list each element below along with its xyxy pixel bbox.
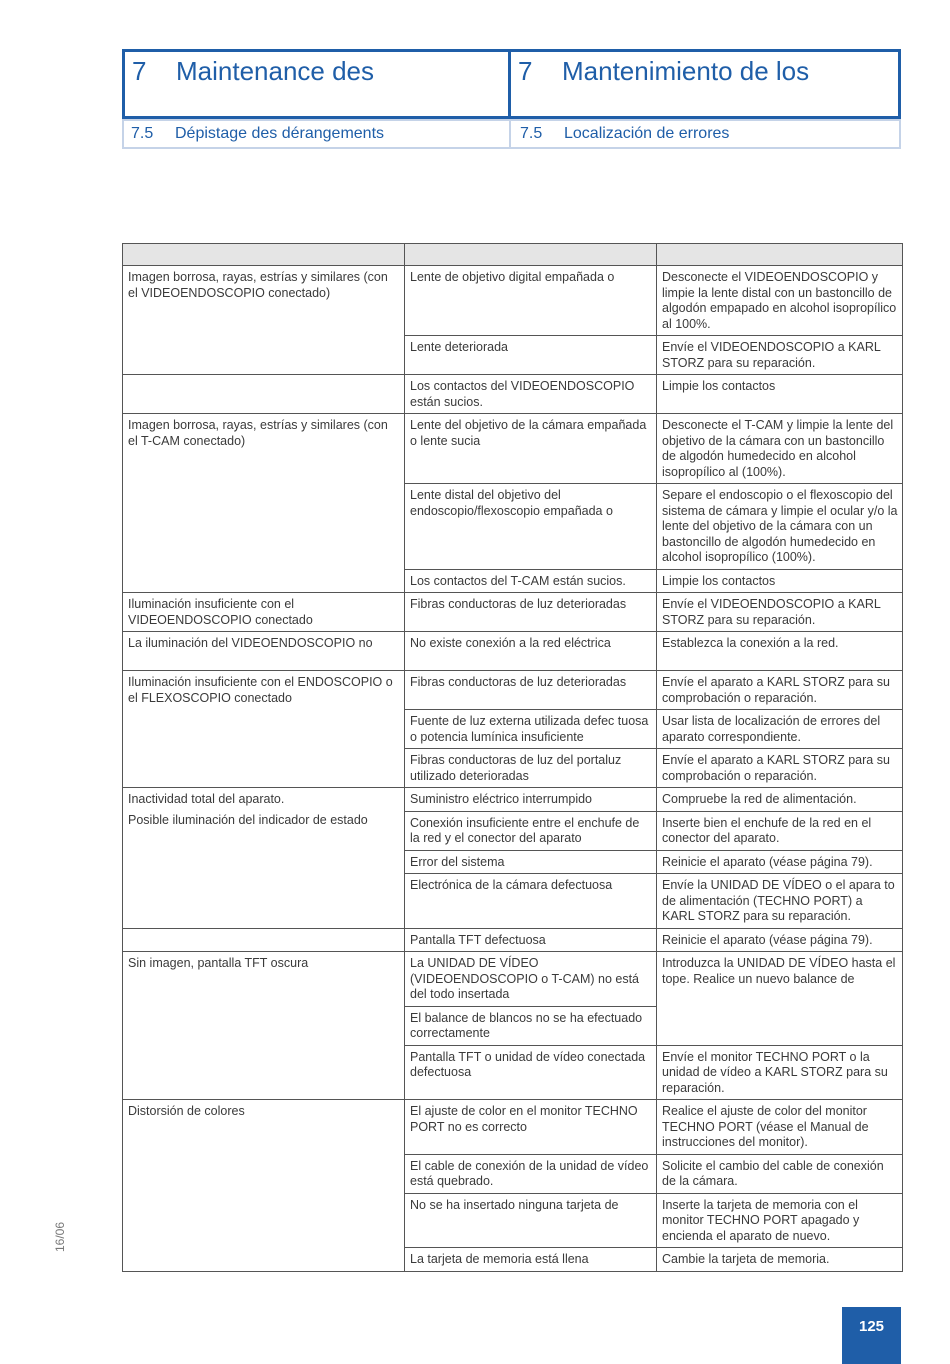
table-row [123,414,903,484]
troubleshooting-table [122,243,903,1272]
remedy-cell: Envíe el aparato a KARL STORZ para su comprobación o reparación. [657,671,903,710]
table-row [123,671,903,710]
revision-date: 16/06 [53,1221,67,1252]
table-row [123,632,903,671]
chapter-title-french: 7 Maintenance des [132,56,375,86]
cause-cell: Lente del objetivo de la cámara empañada o lente sucia [405,414,657,484]
cause-cell: El cable de conexión de la unidad de vídeo está quebrado. [405,1154,657,1193]
remedy-cell: Reinicie el aparato (véase página 79). [657,928,903,952]
remedy-cell: Envíe la UNIDAD DE VÍDEO o el apara to de alimentación (TECHNO PORT) a KARL STORZ para su reparación. [657,874,903,929]
problem-cell: Imagen borrosa, rayas, estrías y similares (con el T-CAM conectado) [123,414,405,593]
table-row [123,375,903,414]
cause-cell: Electrónica de la cámara defectuosa [405,874,657,929]
cause-cell: Los contactos del T-CAM están sucios. [405,569,657,593]
remedy-cell: Envíe el aparato a KARL STORZ para su comprobación o reparación. [657,749,903,788]
cause-cell: Fibras conductoras de luz del portaluz utilizado deterioradas [405,749,657,788]
problem-line: Posible iluminación del indicador de estado [128,812,368,827]
cause-cell: No existe conexión a la red eléctrica [405,632,657,671]
problem-cell: Iluminación insuficiente con el ENDOSCOPIO o el FLEXOSCOPIO conectado [123,671,405,788]
chapter-header-french [122,49,511,119]
problem-cell: Imagen borrosa, rayas, estrías y similares (con el VIDEOENDOSCOPIO conectado) [123,266,405,375]
header-cause [405,244,657,266]
cause-cell: Lente de objetivo digital empañada o [405,266,657,336]
problem-line: Inactividad total del aparato. [128,792,285,806]
table-row [123,1100,903,1155]
cause-cell: No se ha insertado ninguna tarjeta de [405,1193,657,1248]
cause-cell: Conexión insuficiente entre el enchufe de la red y el conector del aparato [405,811,657,850]
remedy-cell: Reinicie el aparato (véase página 79). [657,850,903,874]
problem-cell: Distorsión de colores [123,1100,405,1272]
cause-cell: Error del sistema [405,850,657,874]
remedy-cell: Realice el ajuste de color del monitor TECHNO PORT (véase el Manual de instrucciones del monitor). [657,1100,903,1155]
remedy-cell: Cambie la tarjeta de memoria. [657,1248,903,1272]
page-number: 125 [842,1307,901,1364]
remedy-cell: Envíe el VIDEOENDOSCOPIO a KARL STORZ para su reparación. [657,336,903,375]
remedy-cell: Inserte la tarjeta de memoria con el monitor TECHNO PORT apagado y encienda el aparato de nuevo. [657,1193,903,1248]
header-remedy [657,244,903,266]
cause-cell: Los contactos del VIDEOENDOSCOPIO están sucios. [405,375,657,414]
remedy-cell: Usar lista de localización de errores del aparato correspondiente. [657,710,903,749]
table-row [123,952,903,1007]
cause-cell: La tarjeta de memoria está llena [405,1248,657,1272]
section-header-french: 7.5 Dépistage des dérangements [122,119,511,149]
cause-cell: Lente deteriorada [405,336,657,375]
remedy-cell: Envíe el VIDEOENDOSCOPIO a KARL STORZ para su reparación. [657,593,903,632]
cause-cell: Fibras conductoras de luz deterioradas [405,593,657,632]
remedy-cell: Solicite el cambio del cable de conexión de la cámara. [657,1154,903,1193]
table-row [123,593,903,632]
table-row [123,928,903,952]
cause-cell: Fuente de luz externa utilizada defec tuosa o potencia lumínica insuficiente [405,710,657,749]
problem-cell [123,788,405,929]
cause-cell: Fibras conductoras de luz deterioradas [405,671,657,710]
remedy-cell: Inserte bien el enchufe de la red en el conector del aparato. [657,811,903,850]
remedy-cell: Compruebe la red de alimentación. [657,788,903,812]
chapter-header-spanish [508,49,901,119]
remedy-cell: Establezca la conexión a la red. [657,632,903,671]
remedy-cell: Desconecte el VIDEOENDOSCOPIO y limpie la lente distal con un bastoncillo de algodón empapado en alcohol isopropílico al 100%. [657,266,903,336]
remedy-cell: Envíe el monitor TECHNO PORT o la unidad de vídeo a KARL STORZ para su reparación. [657,1045,903,1100]
problem-cell: Iluminación insuficiente con el VIDEOENDOSCOPIO conectado [123,593,405,632]
cause-cell: La UNIDAD DE VÍDEO (VIDEOENDOSCOPIO o T-CAM) no está del todo insertada [405,952,657,1007]
cause-cell: Suministro eléctrico interrumpido [405,788,657,812]
cause-cell: El balance de blancos no se ha efectuado correctamente [405,1006,657,1045]
remedy-cell: Introduzca la UNIDAD DE VÍDEO hasta el tope. Realice un nuevo balance de [657,952,903,1046]
chapter-title-spanish: 7 Mantenimiento de los [518,56,810,86]
cause-cell: El ajuste de color en el monitor TECHNO PORT no es correcto [405,1100,657,1155]
table-row [123,788,903,812]
problem-cell: La iluminación del VIDEOENDOSCOPIO no [123,632,405,671]
remedy-cell: Separe el endoscopio o el flexoscopio del sistema de cámara y limpie el ocular y/o la lente del objetivo de la cámara con un bastoncillo de algodón humedecido en alcohol isopropílico (100%). [657,484,903,570]
section-header-spanish: 7.5 Localización de errores [509,119,901,149]
problem-cell [123,928,405,952]
cause-cell: Lente distal del objetivo del endoscopio/flexoscopio empañada o [405,484,657,570]
cause-cell: Pantalla TFT o unidad de vídeo conectada defectuosa [405,1045,657,1100]
problem-cell: Sin imagen, pantalla TFT oscura [123,952,405,1100]
remedy-cell: Limpie los contactos [657,569,903,593]
table-header-row [123,244,903,266]
header-problem [123,244,405,266]
problem-cell [123,375,405,414]
cause-cell: Pantalla TFT defectuosa [405,928,657,952]
remedy-cell: Desconecte el T-CAM y limpie la lente del objetivo de la cámara con un bastoncillo de algodón humedecido en alcohol isopropílico al (100%). [657,414,903,484]
table-row [123,266,903,336]
remedy-cell: Limpie los contactos [657,375,903,414]
